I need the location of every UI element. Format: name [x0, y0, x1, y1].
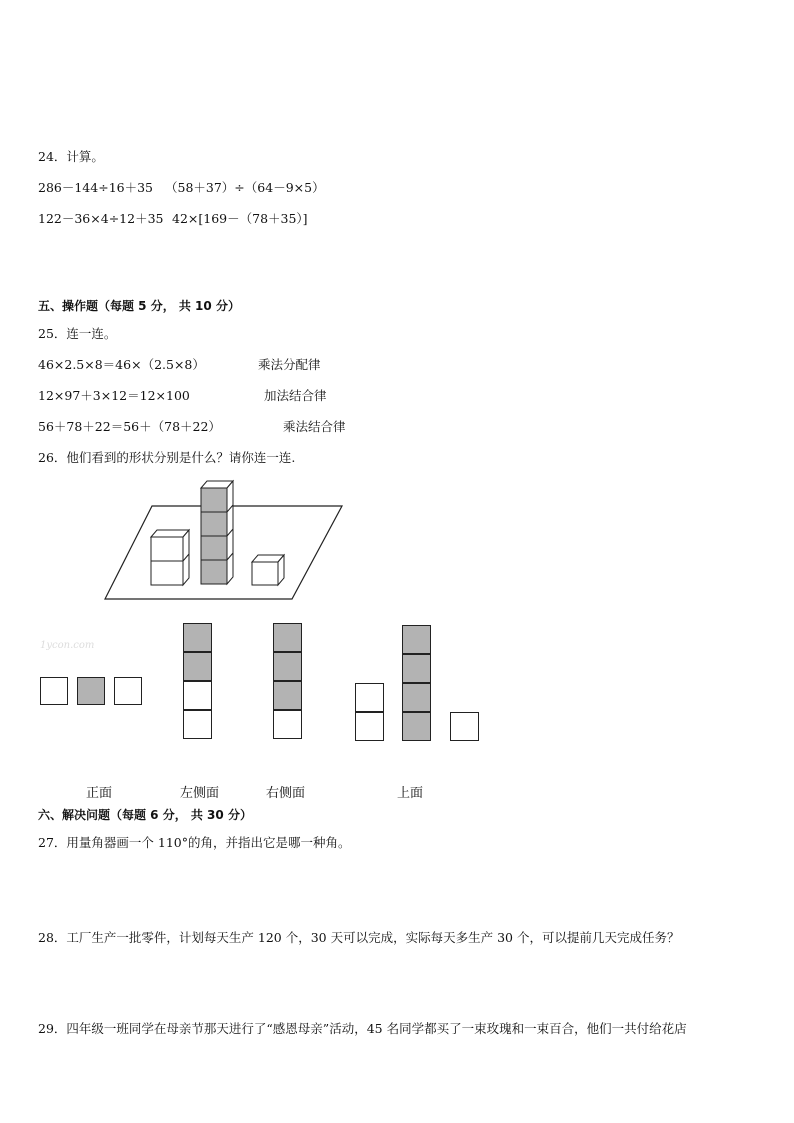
view-label-front: 正面 [86, 786, 113, 801]
section6-heading: 六、解决问题（每题 6 分， 共 30 分） [38, 808, 252, 822]
q26-title: 26．他们看到的形状分别是什么？请你连一连. [38, 450, 296, 465]
q25-expr-1: 46×2.5×8＝46×（2.5×8） [38, 357, 205, 372]
view-cell [114, 677, 142, 705]
view-cell-shaded [273, 623, 302, 652]
q25-law-2: 加法结合律 [264, 388, 327, 403]
watermark: 1ycon.com [40, 640, 95, 651]
view-cell-shaded [273, 652, 302, 681]
q27-text: 27．用量角器画一个 110°的角，并指出它是哪一种角。 [38, 835, 351, 850]
view-cell [183, 710, 212, 739]
q25-expr-3: 56＋78＋22＝56＋（78＋22） [38, 419, 221, 434]
q25-law-3: 乘法结合律 [283, 419, 346, 434]
q29-text: 29．四年级一班同学在母亲节那天进行了“感恩母亲”活动，45 名同学都买了一束玫瑰和一束百合，他们一共付给花店 [38, 1021, 687, 1036]
small-cube [252, 555, 284, 585]
view-cell-shaded [77, 677, 105, 705]
view-label-top: 上面 [397, 786, 424, 801]
q25-law-1: 乘法分配律 [258, 357, 321, 372]
view-cell [355, 683, 384, 712]
view-cell-shaded [183, 623, 212, 652]
view-cell [40, 677, 68, 705]
q24-expr-1: 286－144÷16＋35 [38, 180, 154, 195]
q28-text: 28．工厂生产一批零件，计划每天生产 120 个，30 天可以完成，实际每天多生产 30 个，可以提前几天完成任务？ [38, 930, 680, 945]
view-label-left: 左侧面 [180, 786, 220, 801]
view-cell-shaded [402, 683, 431, 712]
view-cell-shaded [183, 652, 212, 681]
q24-expr-4: 42×[169－（78＋35）] [172, 211, 308, 226]
view-label-right: 右侧面 [266, 786, 306, 801]
section5-heading: 五、操作题（每题 5 分， 共 10 分） [38, 299, 240, 313]
view-cell-shaded [402, 712, 431, 741]
q24-expr-2: （58＋37）÷（64－9×5） [165, 180, 325, 195]
view-cell-shaded [402, 654, 431, 683]
view-cell [450, 712, 479, 741]
view-cell [355, 712, 384, 741]
q25-expr-2: 12×97＋3×12＝12×100 [38, 388, 190, 403]
tall-cube-stack [201, 481, 233, 584]
q25-title: 25．连一连。 [38, 326, 117, 341]
view-cell-shaded [273, 681, 302, 710]
view-cell [273, 710, 302, 739]
cube-arrangement-figure [100, 475, 350, 605]
view-cell [183, 681, 212, 710]
q24-expr-3: 122－36×4÷12＋35 [38, 211, 164, 226]
view-cell-shaded [402, 625, 431, 654]
left-cube-stack [151, 530, 189, 585]
q24-title: 24．计算。 [38, 149, 104, 164]
